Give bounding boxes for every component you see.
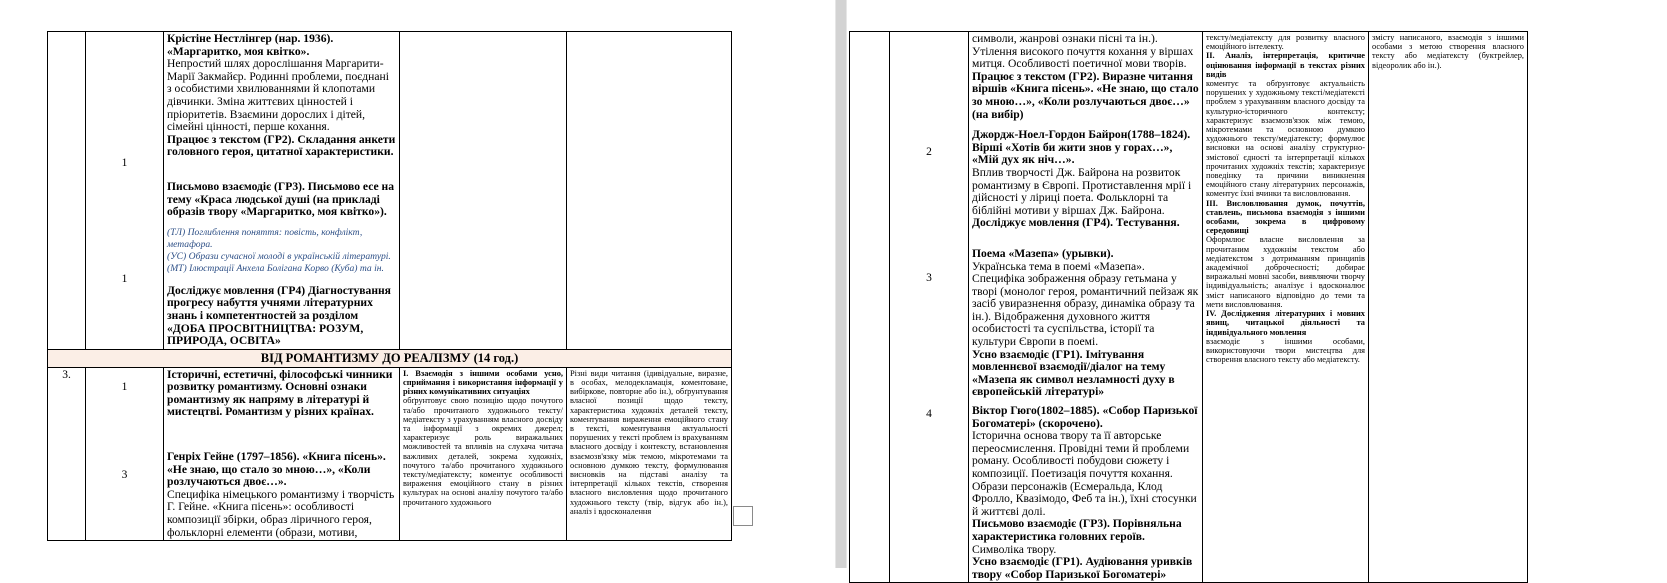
hours-value: 1 — [121, 157, 128, 169]
work-title: Генріх Гейне (1797–1856). «Книга пісень». «Не знаю, що стало зо мною…», «Коли розлучаються двоє…». — [167, 450, 386, 489]
curriculum-table-right — [849, 31, 1528, 583]
hours-value: 4 — [926, 408, 932, 420]
content-text: Вплив творчості Дж. Байрона на розвиток романтизму в Європі. Протиставлення мрії і дійсності у ліриці поета. Фольклорні та біблійні мотиви у віршах Дж. Байрона. — [972, 165, 1192, 217]
task-text: Працює з текстом (ГР2). Складання анкети головного героя, цитатної характеристики. — [167, 132, 396, 159]
table-row — [48, 367, 732, 541]
task-text: Письмово взаємодіє (ГР3). Письмово есе на тему «Краса людської душі (на прикладі образів твору «Маргаритко, моя квітко»). — [167, 179, 395, 219]
task-text: Письмово взаємодіє (ГР3). Порівняльна характеристика головних героїв. — [972, 517, 1182, 543]
task-text: Усно взаємодіє (ГР1). Імітування мовленнєвої взаємодії/діалог на тему «Мазепа як символ незламності духу в європейській літературі» — [972, 347, 1175, 399]
content-text: Символіка твору. — [972, 542, 1057, 556]
content-text: символи, жанрові ознаки пісні та ін.). — [972, 32, 1158, 45]
index-cell — [850, 32, 890, 583]
activities-text: Різні види читання (ідивідуальне, виразне, в особах, мелодекламація, коментоване, вибіркове, повторне або ін.), обґрунтування власної позиції щодо тексту, характеристика художніх деталей тексту, коментування вираження емоційного стану в тексті, коментування актуальності порушених у тексті проблем із врахуванням власного досвіду і контексту, встановлення взаємозв'язку між темою, мікротемами та основною думкою тексту, формулювання висновків на підставі аналізу та інтерпретації кількох текстів, створення власного висловлення щодо прочитаного художнього тексту (твір, відгук або ін.), аналіз і вдосконалення — [570, 368, 728, 516]
results-heading: ІІ. Аналіз, інтерпретація, критичне оцінювання інформації в текстах різних видів — [1206, 51, 1365, 79]
content-cell — [969, 32, 1203, 583]
author-heading: Джордж-Ноел-Гордон Байрон(1788–1824). Вірші «Хотів би жити знов у горах…», «Мій дух як ніч…». — [972, 128, 1191, 167]
work-title: «Маргаритко, моя квітко». — [167, 44, 310, 58]
section-header: ВІД РОМАНТИЗМУ ДО РЕАЛІЗМУ (14 год.) — [48, 349, 732, 367]
hours-value: 2 — [926, 146, 932, 158]
task-text: Усно взаємодіє (ГР1). Аудіювання уривків твору «Собор Паризької Богоматері» — [972, 555, 1193, 581]
content-text: Непростий шлях дорослішання Маргарити-Марії Закмайєр. Родинні проблеми, поєднані з особистими хвилюваннями й клопотами дівчинки. Зміна життєвих цінностей і пріоритетів. Взаємини дорослих і дітей, сімейні цінності, перше кохання. — [167, 57, 389, 134]
task-text: Працює з текстом (ГР2). Виразне читання віршів «Книга пісень». «Не знаю, що стало зо мною…», «Коли розлучаються двоє…» (на вибір) — [972, 69, 1199, 121]
content-cell — [164, 32, 400, 350]
note-line: (ТЛ) Поглиблення поняття: повість, конфлікт, метафора. — [167, 226, 363, 250]
table-row — [48, 32, 732, 350]
hours-cell — [890, 32, 969, 583]
expected-results-cell — [400, 367, 567, 541]
expected-results-cell — [400, 32, 567, 350]
right-page — [847, 0, 1667, 581]
index-cell: 3. — [48, 367, 86, 541]
curriculum-table-left — [47, 31, 732, 541]
content-cell — [164, 367, 400, 541]
task-text: Досліджує мовлення (ГР4). Тестування. — [972, 216, 1180, 230]
hours-value: 3 — [926, 272, 932, 284]
results-heading: І. Взаємодія з іншими особами усно, сприймання і використання інформації у різних комунікативних ситуаціях — [403, 368, 563, 397]
content-text: Образи персонажів (Есмеральда, Клод Фролло, Квазімодо, Феб та ін.), їхні стосунки й життєві долі. — [972, 479, 1197, 518]
section-header-row — [48, 349, 732, 367]
author-heading: Крістіне Нестлінгер (нар. 1936). — [167, 32, 334, 45]
content-text: Історична основа твору та її авторське переосмислення. Провідні теми й проблеми роману. Особливості побудови сюжету і композиції. Поетизація почуття кохання. — [972, 429, 1190, 480]
left-page — [0, 0, 835, 568]
results-text: коментує та обґрунтовує актуальність порушених у художньому тексті/медіатексті проблем з урахуванням власного досвіду та культурно-історичного контексту; характеризує взаємозв'язок між темою, мікротемами та основною думкою художнього тексту/медіатексту; формулює висновки на основі аналізу структурно-змістової єдності та інтерпретації кількох прочитаних художніх текстів; характеризує поведінку та причини виникнення емоційного стану літературних персонажів, коментує їхні вчинки та висловлювання. — [1206, 79, 1365, 199]
content-text: Специфіка німецького романтизму і творчість Г. Гейне. «Книга пісень»: особливості композиції збірки, образ ліричного героя, фольклорні елементи (образи, мотиви, — [167, 487, 395, 539]
hours-value: 1 — [121, 380, 128, 393]
work-title: Поема «Мазепа» (урывки). — [972, 246, 1114, 260]
activities-text: змісту написаного, взаємодія з іншими особами з метою створення власного тексту або медіатексту (буктрейлер, відеоролик або ін.). — [1372, 33, 1524, 70]
layout-options-checkbox[interactable] — [733, 506, 753, 526]
hours-cell — [86, 367, 164, 541]
content-text: Утілення високого почуття кохання у віршах митця. Особливості поетичної мови творів. — [972, 44, 1194, 71]
results-heading: ІV. Дослідження літературних і мовних явищ, читацької діяльності та індивідуального мовлення — [1206, 309, 1365, 337]
page-divider — [835, 0, 847, 568]
activities-cell — [567, 32, 732, 350]
results-text: обґрунтовує свою позицію щодо почутого та/або прочитаного художнього тексту/медіатексту з урахуванням власного досвіду та інформації з окремих джерел; характеризує роль виражальних можливостей та впливів на слухача читача важливих деталей, зокрема художніх, почутого та/або прочитаного художнього тексту/медіатексту; коментує особливості вираження емоційного стану в різних культурах на основі аналізу почутого та/або прочитаного художнього — [403, 396, 563, 507]
table-row — [850, 32, 1528, 583]
author-heading: Віктор Гюго(1802–1885). «Собор Паризької Богоматері» (скорочено). — [972, 404, 1198, 430]
results-heading: ІІІ. Висловлювання думок, почуттів, ставлень, письмова взаємодія з іншими особами, зокрема в цифровому середовищі — [1206, 198, 1365, 236]
results-text: Оформлює власне висловлення за прочитаним художнім текстом або медіатекстом з дотриманням принципів академічної доброчесності; добирає виражальні мовні засоби, виявляючи творчу індивідуальність; аналізує і вдосконалює зміст написаного відповідно до теми та мети висловлювання. — [1206, 235, 1365, 309]
hours-value: 1 — [121, 273, 128, 285]
hours-cell — [86, 32, 164, 350]
activities-cell — [1369, 32, 1528, 583]
hours-value: 3 — [121, 468, 128, 481]
activities-cell — [567, 367, 732, 541]
expected-results-cell — [1203, 32, 1369, 583]
task-text: Досліджує мовлення (ГР4) Діагностування прогресу набуття учнями літературних знань і компетентностей за розділом «ДОБА ПРОСВІТНИЦТВА: РОЗУМ, ПРИРОДА, ОСВІТА» — [167, 283, 391, 348]
index-cell — [48, 32, 86, 350]
results-text: тексту/медіатексту для розвитку власного емоційного інтелекту. — [1206, 33, 1365, 52]
note-line: (МТ) Ілюстрації Анхела Болігана Корво (Куба) та ін. — [167, 262, 384, 274]
results-text: взаємодіє з іншими особами, використовуючи твори мистецтва для створення власного тексту або медіатексту. — [1206, 336, 1365, 365]
content-text: Історичні, естетичні, філософські чинники розвитку романтизму. Основні ознаки романтизму як напряму в літературі й мистецтві. Романтизм у різних країнах. — [167, 367, 393, 419]
note-line: (УС) Образи сучасної молоді в українській літературі. — [167, 250, 391, 262]
content-text: Українська тема в поемі «Мазепа». Специфіка зображення образу гетьмана у творі (монолог героя, романтичний пейзаж як засіб увиразнення образу, динаміка образу та ін.). Відображення духовного життя особистості та суспільства, історії та культури Європи в поемі. — [972, 259, 1199, 349]
